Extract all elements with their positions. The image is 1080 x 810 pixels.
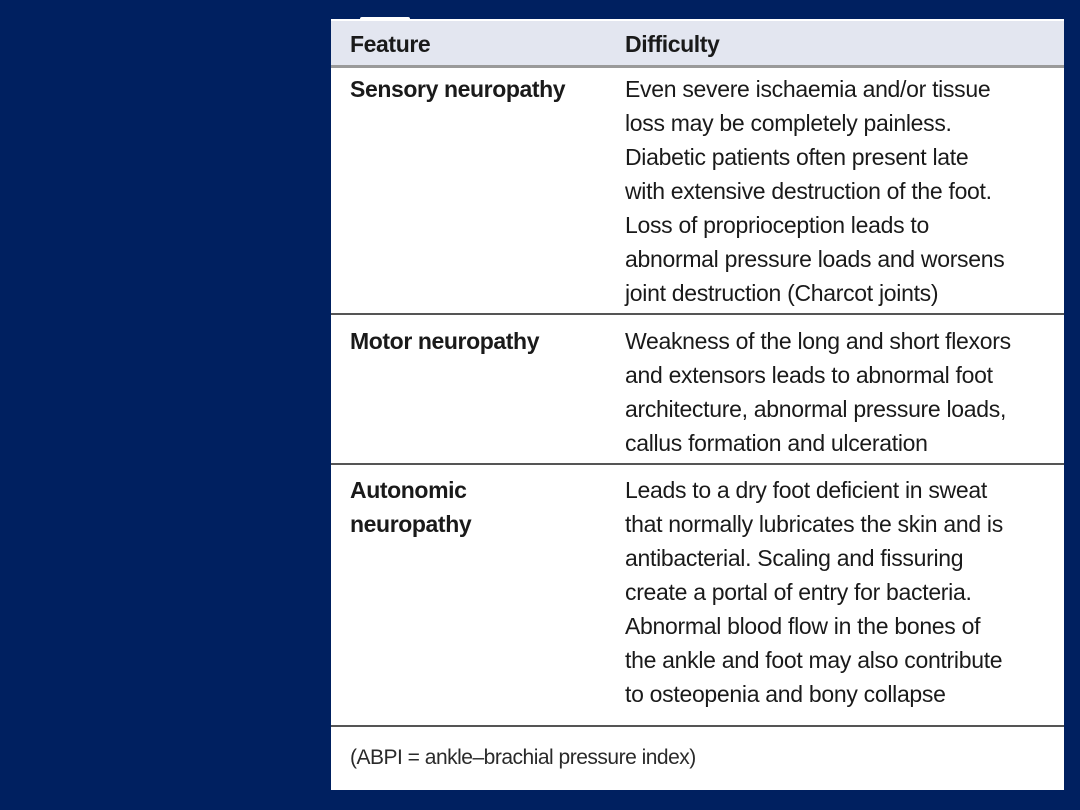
- row-divider: [331, 725, 1064, 727]
- row-autonomic-feature: Autonomic neuropathy: [350, 477, 472, 537]
- feature-difficulty-table: [331, 19, 1064, 790]
- row-motor-feature: Motor neuropathy: [350, 328, 540, 354]
- header-difficulty: Difficulty: [625, 31, 720, 57]
- row-motor-difficulty: Weakness of the long and short flexors and extensors leads to abnormal foot architecture, abnormal pressure loads, callus formation and ulceration: [625, 328, 1011, 456]
- row-divider: [331, 463, 1064, 465]
- header-divider: [331, 65, 1064, 68]
- table-footnote: (ABPI = ankle–brachial pressure index): [350, 746, 696, 769]
- row-autonomic-difficulty: Leads to a dry foot deficient in sweat that normally lubricates the skin and is antibacterial. Scaling and fissuring create a portal of entry for bacteria. Abnormal blood flow in the bones of the ankle and foot may also contribute to osteopenia and bony collapse: [625, 477, 1003, 707]
- header-feature: Feature: [350, 31, 431, 57]
- row-sensory-feature: Sensory neuropathy: [350, 76, 566, 102]
- row-sensory-difficulty: Even severe ischaemia and/or tissue loss may be completely painless. Diabetic patients often present late with extensive destruction of the foot. Loss of proprioception leads to abnormal pressure loads and worsens joint destruction (Charcot joints): [625, 76, 1005, 306]
- table-header-row: [331, 19, 1064, 65]
- row-divider: [331, 313, 1064, 315]
